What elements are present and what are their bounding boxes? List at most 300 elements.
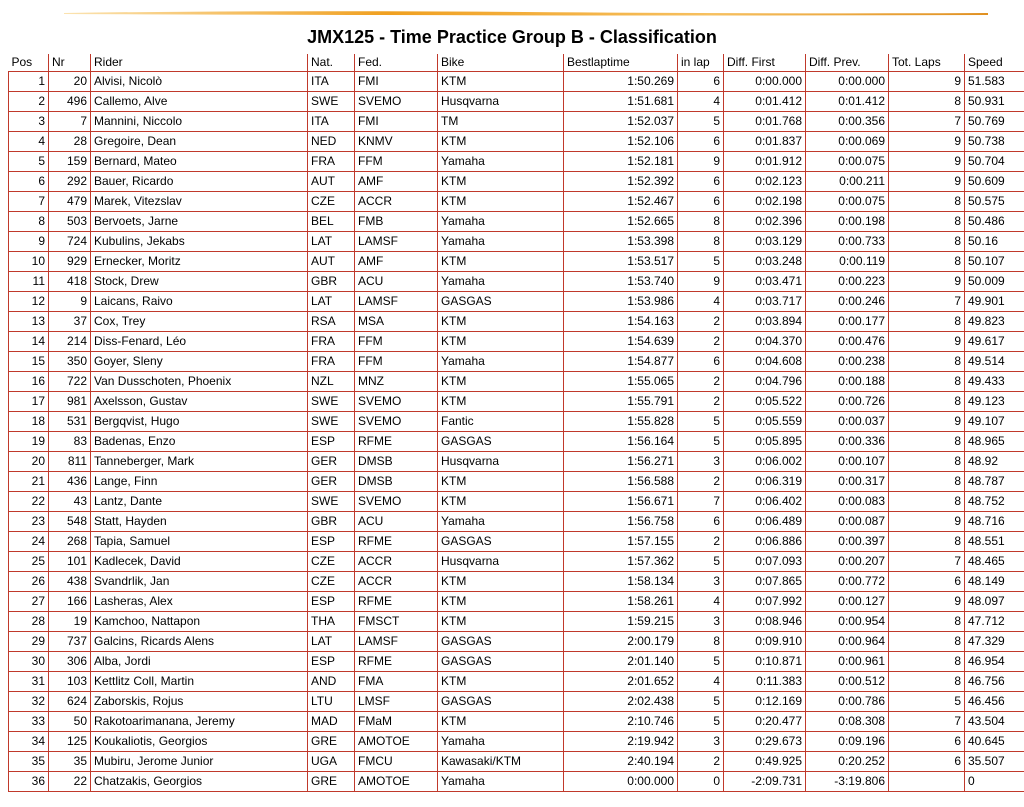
cell-best: 1:56.588 [564,472,678,492]
cell-nat: GER [308,452,355,472]
cell-pos: 8 [9,212,49,232]
cell-diff-prev: 0:00.083 [806,492,889,512]
table-row [9,412,1024,432]
table-body [9,72,1024,792]
cell-diff-prev: 0:00.238 [806,352,889,372]
cell-rider: Mannini, Niccolo [91,112,308,132]
cell-nr: 125 [49,732,91,752]
cell-fed: FMA [355,672,438,692]
cell-diff-first: 0:05.895 [724,432,806,452]
cell-rider: Koukaliotis, Georgios [91,732,308,752]
cell-fed: SVEMO [355,412,438,432]
cell-laps: 8 [889,452,965,472]
cell-diff-prev: 0:00.246 [806,292,889,312]
cell-fed: SVEMO [355,92,438,112]
cell-fed: RFME [355,652,438,672]
table-row [9,692,1024,712]
cell-fed: KNMV [355,132,438,152]
cell-rider: Bauer, Ricardo [91,172,308,192]
column-header-rider: Rider [91,54,308,72]
cell-pos: 10 [9,252,49,272]
table-row [9,592,1024,612]
cell-bike: KTM [438,712,564,732]
cell-inlap: 6 [678,192,724,212]
cell-diff-prev: 0:00.954 [806,612,889,632]
cell-nat: LTU [308,692,355,712]
cell-speed: 46.456 [965,692,1024,712]
cell-best: 2:02.438 [564,692,678,712]
column-header-nat: Nat. [308,54,355,72]
cell-pos: 26 [9,572,49,592]
cell-nr: 101 [49,552,91,572]
cell-nat: GRE [308,732,355,752]
cell-pos: 17 [9,392,49,412]
cell-speed: 49.901 [965,292,1024,312]
cell-diff-prev: 0:00.069 [806,132,889,152]
table-row [9,452,1024,472]
cell-pos: 22 [9,492,49,512]
cell-inlap: 2 [678,532,724,552]
cell-diff-first: 0:06.886 [724,532,806,552]
cell-diff-first: 0:12.169 [724,692,806,712]
cell-diff-prev: 0:00.512 [806,672,889,692]
cell-bike: Husqvarna [438,552,564,572]
cell-diff-first: 0:03.471 [724,272,806,292]
cell-best: 1:52.392 [564,172,678,192]
cell-best: 1:57.362 [564,552,678,572]
cell-fed: SVEMO [355,492,438,512]
cell-laps: 8 [889,392,965,412]
table-row [9,652,1024,672]
cell-pos: 7 [9,192,49,212]
cell-fed: AMOTOE [355,732,438,752]
cell-diff-prev: 0:00.188 [806,372,889,392]
cell-inlap: 3 [678,572,724,592]
cell-speed: 48.965 [965,432,1024,452]
cell-laps: 8 [889,312,965,332]
cell-laps: 5 [889,692,965,712]
cell-inlap: 4 [678,292,724,312]
cell-fed: FFM [355,332,438,352]
cell-pos: 6 [9,172,49,192]
cell-inlap: 5 [678,652,724,672]
cell-bike: Yamaha [438,732,564,752]
cell-nat: AUT [308,172,355,192]
cell-inlap: 4 [678,672,724,692]
cell-diff-prev: 0:00.198 [806,212,889,232]
cell-nr: 35 [49,752,91,772]
cell-laps: 9 [889,412,965,432]
cell-best: 1:55.791 [564,392,678,412]
cell-best: 1:55.065 [564,372,678,392]
cell-nat: SWE [308,92,355,112]
cell-nat: LAT [308,292,355,312]
cell-fed: RFME [355,432,438,452]
cell-best: 1:54.639 [564,332,678,352]
cell-speed: 50.107 [965,252,1024,272]
cell-inlap: 8 [678,212,724,232]
cell-diff-first: 0:10.871 [724,652,806,672]
cell-pos: 21 [9,472,49,492]
table-row [9,112,1024,132]
cell-rider: Mubiru, Jerome Junior [91,752,308,772]
cell-best: 1:52.037 [564,112,678,132]
cell-nat: UGA [308,752,355,772]
cell-laps: 8 [889,672,965,692]
cell-nr: 22 [49,772,91,792]
column-header-inlap: in lap [678,54,724,72]
table-row [9,252,1024,272]
cell-best: 2:00.179 [564,632,678,652]
cell-best: 1:53.986 [564,292,678,312]
cell-fed: MNZ [355,372,438,392]
cell-nr: 19 [49,612,91,632]
cell-speed: 35.507 [965,752,1024,772]
table-row [9,492,1024,512]
cell-fed: AMF [355,252,438,272]
cell-nat: CZE [308,552,355,572]
cell-best: 1:56.758 [564,512,678,532]
cell-pos: 12 [9,292,49,312]
table-row [9,352,1024,372]
cell-speed: 49.123 [965,392,1024,412]
column-header-pos: Pos [9,54,49,72]
cell-bike: KTM [438,472,564,492]
cell-bike: GASGAS [438,632,564,652]
table-row [9,312,1024,332]
cell-best: 1:58.261 [564,592,678,612]
cell-rider: Laicans, Raivo [91,292,308,312]
cell-diff-first: 0:07.093 [724,552,806,572]
cell-pos: 1 [9,72,49,92]
cell-inlap: 5 [678,712,724,732]
cell-laps: 7 [889,712,965,732]
cell-nr: 20 [49,72,91,92]
cell-diff-first: 0:04.796 [724,372,806,392]
cell-best: 1:52.665 [564,212,678,232]
cell-nr: 350 [49,352,91,372]
cell-nr: 503 [49,212,91,232]
cell-nat: FRA [308,332,355,352]
cell-best: 1:53.740 [564,272,678,292]
cell-rider: Chatzakis, Georgios [91,772,308,792]
cell-nr: 28 [49,132,91,152]
cell-pos: 18 [9,412,49,432]
cell-diff-first: 0:03.894 [724,312,806,332]
cell-fed: LAMSF [355,292,438,312]
table-row [9,472,1024,492]
table-row [9,512,1024,532]
cell-nat: CZE [308,572,355,592]
cell-diff-prev: -3:19.806 [806,772,889,792]
cell-rider: Galcins, Ricards Alens [91,632,308,652]
cell-nat: LAT [308,232,355,252]
cell-diff-first: 0:07.992 [724,592,806,612]
table-row [9,752,1024,772]
table-row [9,432,1024,452]
cell-speed: 48.752 [965,492,1024,512]
cell-rider: Kadlecek, David [91,552,308,572]
cell-diff-first: 0:00.000 [724,72,806,92]
cell-laps [889,772,965,792]
cell-speed: 48.551 [965,532,1024,552]
cell-fed: MSA [355,312,438,332]
cell-laps: 8 [889,532,965,552]
table-row [9,392,1024,412]
cell-fed: ACU [355,512,438,532]
cell-laps: 8 [889,212,965,232]
cell-diff-prev: 0:00.772 [806,572,889,592]
cell-rider: Tapia, Samuel [91,532,308,552]
cell-speed: 48.92 [965,452,1024,472]
cell-nat: SWE [308,412,355,432]
cell-best: 1:50.269 [564,72,678,92]
cell-pos: 4 [9,132,49,152]
cell-nat: SWE [308,492,355,512]
cell-pos: 16 [9,372,49,392]
cell-inlap: 2 [678,752,724,772]
cell-diff-first: 0:06.002 [724,452,806,472]
cell-inlap: 3 [678,732,724,752]
table-row [9,532,1024,552]
cell-rider: Stock, Drew [91,272,308,292]
cell-inlap: 3 [678,452,724,472]
cell-rider: Bergqvist, Hugo [91,412,308,432]
cell-laps: 8 [889,252,965,272]
classification-table [8,54,1024,792]
cell-bike: KTM [438,592,564,612]
cell-nat: LAT [308,632,355,652]
cell-fed: DMSB [355,472,438,492]
cell-nat: CZE [308,192,355,212]
cell-pos: 2 [9,92,49,112]
cell-diff-first: -2:09.731 [724,772,806,792]
cell-inlap: 8 [678,632,724,652]
cell-speed: 50.486 [965,212,1024,232]
cell-best: 1:51.681 [564,92,678,112]
cell-diff-first: 0:04.608 [724,352,806,372]
cell-speed: 50.575 [965,192,1024,212]
cell-diff-first: 0:02.123 [724,172,806,192]
cell-best: 1:52.181 [564,152,678,172]
cell-best: 2:19.942 [564,732,678,752]
cell-diff-prev: 0:00.317 [806,472,889,492]
cell-best: 2:01.652 [564,672,678,692]
cell-diff-prev: 0:00.037 [806,412,889,432]
cell-nr: 531 [49,412,91,432]
cell-diff-prev: 0:00.000 [806,72,889,92]
table-row [9,292,1024,312]
cell-speed: 50.931 [965,92,1024,112]
cell-nr: 548 [49,512,91,532]
cell-rider: Lange, Finn [91,472,308,492]
cell-laps: 8 [889,92,965,112]
cell-speed: 40.645 [965,732,1024,752]
cell-laps: 8 [889,612,965,632]
cell-pos: 23 [9,512,49,532]
cell-inlap: 2 [678,312,724,332]
cell-rider: Goyer, Sleny [91,352,308,372]
cell-bike: KTM [438,312,564,332]
cell-nat: ITA [308,112,355,132]
table-row [9,672,1024,692]
cell-nat: THA [308,612,355,632]
cell-diff-prev: 0:00.223 [806,272,889,292]
cell-laps: 8 [889,192,965,212]
cell-diff-prev: 0:00.211 [806,172,889,192]
cell-nr: 436 [49,472,91,492]
cell-diff-prev: 0:00.177 [806,312,889,332]
cell-inlap: 6 [678,172,724,192]
table-row [9,572,1024,592]
cell-rider: Rakotoarimanana, Jeremy [91,712,308,732]
cell-laps: 8 [889,472,965,492]
cell-best: 2:10.746 [564,712,678,732]
cell-speed: 50.769 [965,112,1024,132]
column-header-nr: Nr [49,54,91,72]
cell-fed: LAMSF [355,632,438,652]
cell-nat: ESP [308,592,355,612]
cell-diff-prev: 0:00.733 [806,232,889,252]
cell-inlap: 2 [678,372,724,392]
cell-speed: 49.514 [965,352,1024,372]
cell-laps: 7 [889,112,965,132]
cell-pos: 13 [9,312,49,332]
cell-diff-first: 0:49.925 [724,752,806,772]
cell-pos: 35 [9,752,49,772]
cell-diff-first: 0:03.129 [724,232,806,252]
cell-bike: Kawasaki/KTM [438,752,564,772]
cell-inlap: 4 [678,592,724,612]
cell-speed: 50.738 [965,132,1024,152]
cell-nat: ITA [308,72,355,92]
table-row [9,732,1024,752]
cell-best: 1:54.877 [564,352,678,372]
cell-inlap: 5 [678,412,724,432]
cell-inlap: 6 [678,132,724,152]
cell-speed: 48.097 [965,592,1024,612]
cell-inlap: 5 [678,552,724,572]
cell-pos: 5 [9,152,49,172]
cell-best: 1:58.134 [564,572,678,592]
cell-bike: GASGAS [438,692,564,712]
cell-bike: KTM [438,132,564,152]
cell-nat: SWE [308,392,355,412]
cell-fed: FMI [355,112,438,132]
cell-nr: 496 [49,92,91,112]
cell-nr: 418 [49,272,91,292]
cell-diff-first: 0:11.383 [724,672,806,692]
cell-diff-prev: 0:00.075 [806,192,889,212]
cell-laps: 8 [889,652,965,672]
cell-bike: Yamaha [438,772,564,792]
cell-rider: Callemo, Alve [91,92,308,112]
cell-inlap: 0 [678,772,724,792]
cell-rider: Bernard, Mateo [91,152,308,172]
cell-pos: 34 [9,732,49,752]
cell-rider: Svandrlik, Jan [91,572,308,592]
cell-best: 1:54.163 [564,312,678,332]
cell-laps: 9 [889,272,965,292]
cell-speed: 46.954 [965,652,1024,672]
cell-fed: AMF [355,172,438,192]
table-row [9,132,1024,152]
cell-speed: 49.823 [965,312,1024,332]
cell-diff-first: 0:01.912 [724,152,806,172]
cell-bike: GASGAS [438,432,564,452]
cell-pos: 11 [9,272,49,292]
cell-speed: 46.756 [965,672,1024,692]
cell-nr: 214 [49,332,91,352]
cell-rider: Badenas, Enzo [91,432,308,452]
cell-nat: NED [308,132,355,152]
column-header-best: Bestlaptime [564,54,678,72]
cell-diff-prev: 0:00.961 [806,652,889,672]
table-header-row [9,54,1024,72]
cell-pos: 29 [9,632,49,652]
cell-best: 1:52.467 [564,192,678,212]
cell-nr: 438 [49,572,91,592]
table-row [9,272,1024,292]
cell-fed: AMOTOE [355,772,438,792]
table-row [9,372,1024,392]
cell-nr: 737 [49,632,91,652]
cell-laps: 8 [889,632,965,652]
cell-pos: 31 [9,672,49,692]
cell-inlap: 6 [678,72,724,92]
cell-fed: FMSCT [355,612,438,632]
cell-diff-first: 0:05.522 [724,392,806,412]
cell-bike: Yamaha [438,232,564,252]
cell-bike: KTM [438,372,564,392]
cell-fed: LMSF [355,692,438,712]
cell-inlap: 5 [678,112,724,132]
cell-rider: Diss-Fenard, Léo [91,332,308,352]
cell-laps: 6 [889,572,965,592]
cell-nat: GER [308,472,355,492]
cell-diff-first: 0:01.412 [724,92,806,112]
cell-bike: KTM [438,392,564,412]
cell-laps: 8 [889,492,965,512]
cell-diff-first: 0:04.370 [724,332,806,352]
cell-fed: RFME [355,532,438,552]
cell-bike: GASGAS [438,292,564,312]
cell-diff-prev: 0:00.087 [806,512,889,532]
cell-fed: ACCR [355,572,438,592]
cell-best: 2:40.194 [564,752,678,772]
cell-inlap: 2 [678,392,724,412]
cell-diff-first: 0:01.837 [724,132,806,152]
cell-speed: 50.009 [965,272,1024,292]
cell-rider: Ernecker, Moritz [91,252,308,272]
cell-inlap: 6 [678,512,724,532]
cell-rider: Kettlitz Coll, Martin [91,672,308,692]
cell-best: 0:00.000 [564,772,678,792]
cell-nr: 268 [49,532,91,552]
cell-bike: KTM [438,332,564,352]
cell-laps: 8 [889,352,965,372]
cell-rider: Kubulins, Jekabs [91,232,308,252]
cell-laps: 8 [889,432,965,452]
cell-bike: Yamaha [438,512,564,532]
table-row [9,632,1024,652]
cell-laps: 6 [889,752,965,772]
column-header-bike: Bike [438,54,564,72]
cell-pos: 36 [9,772,49,792]
cell-nr: 292 [49,172,91,192]
cell-speed: 48.716 [965,512,1024,532]
cell-nr: 159 [49,152,91,172]
